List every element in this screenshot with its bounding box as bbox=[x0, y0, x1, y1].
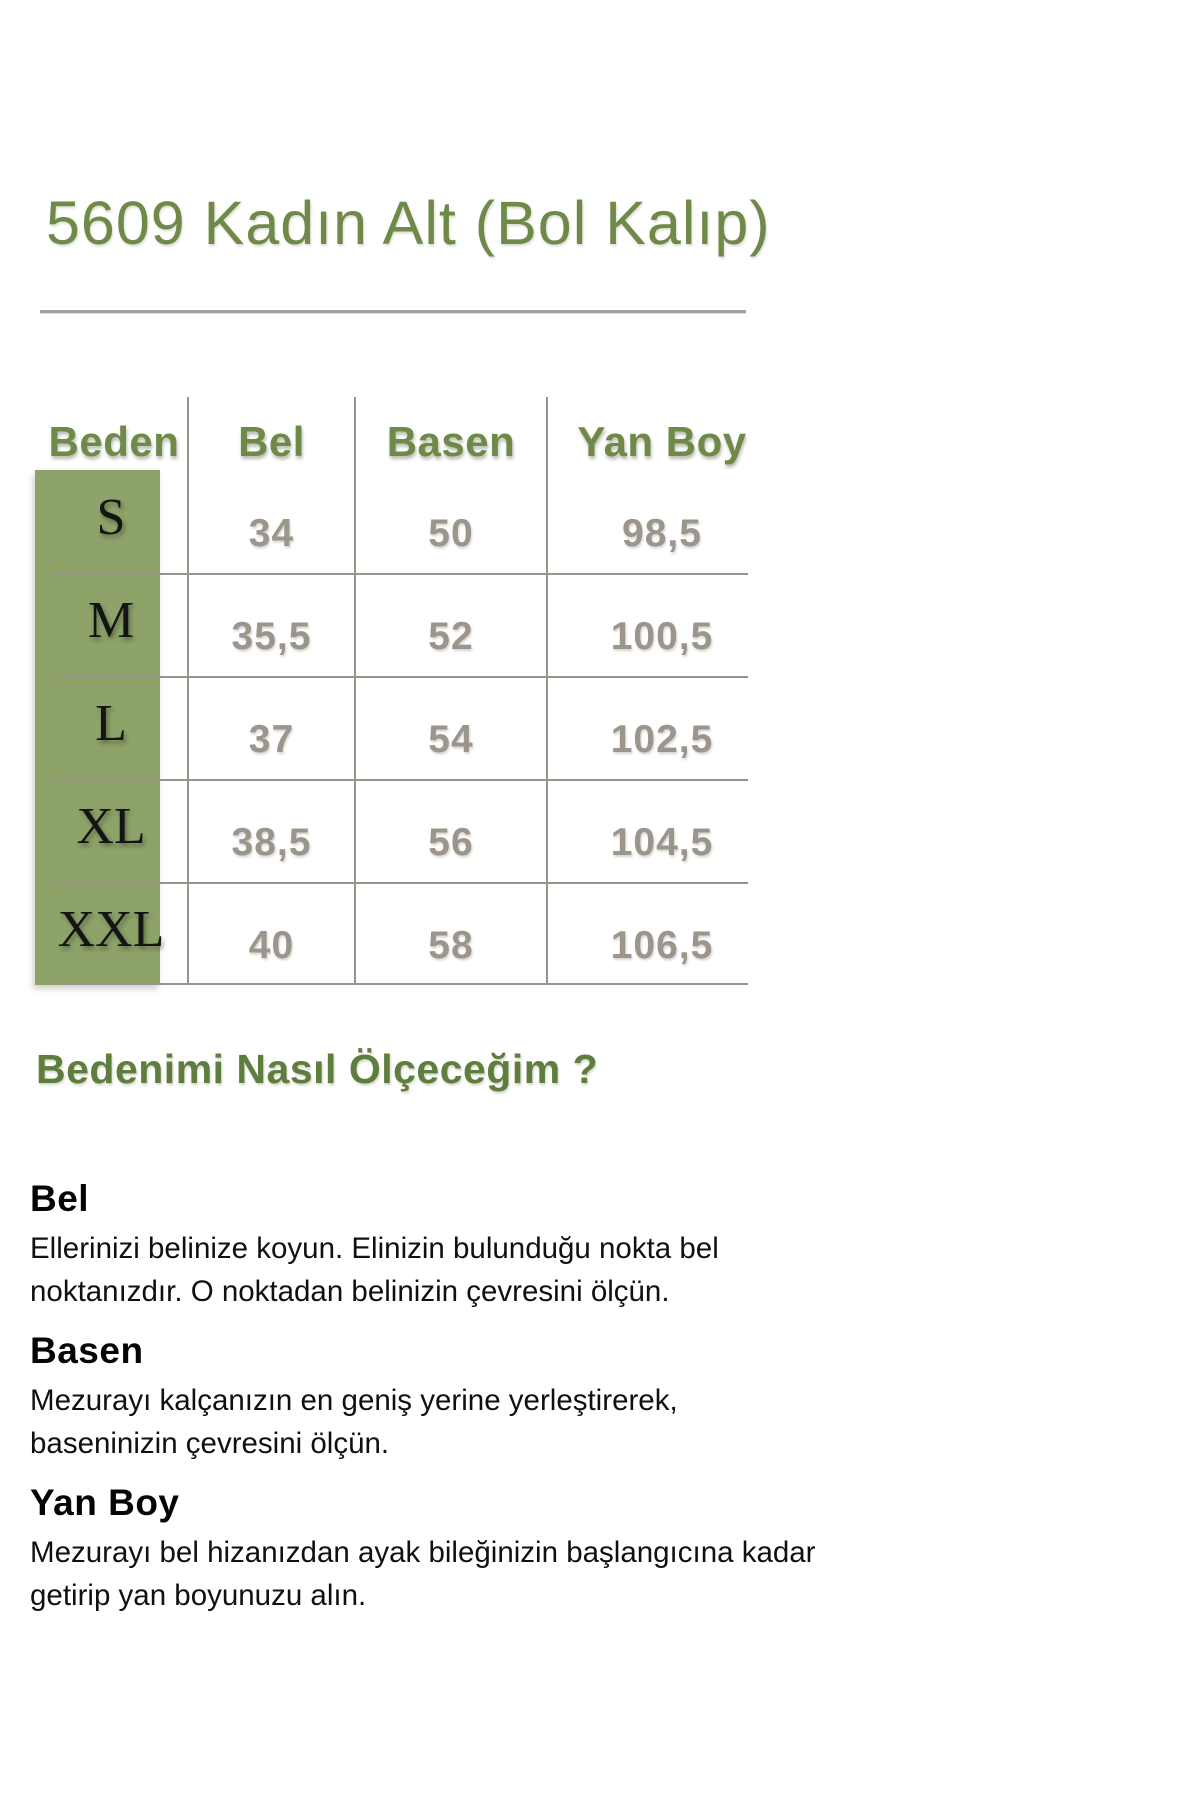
table-row-xxl bbox=[35, 882, 748, 985]
table-bottom-line bbox=[55, 983, 748, 985]
guide-section-bel bbox=[30, 1178, 820, 1313]
size-cell: L bbox=[95, 695, 127, 752]
guide-section-yan-boy bbox=[30, 1482, 820, 1617]
header-basen: Basen bbox=[354, 397, 546, 470]
measure-guide-heading: Bedenimi Nasıl Ölçeceğim ? bbox=[36, 1046, 599, 1092]
row-divider bbox=[55, 882, 748, 884]
bel-value: 38,5 bbox=[187, 779, 354, 882]
header-beden: Beden bbox=[48, 417, 180, 465]
section-title-basen: Basen bbox=[30, 1330, 144, 1372]
size-cell: XXL bbox=[57, 901, 165, 958]
size-cell: XL bbox=[76, 798, 146, 855]
header-bel: Bel bbox=[187, 397, 354, 470]
bel-value: 35,5 bbox=[187, 573, 354, 676]
yan-boy-value: 106,5 bbox=[546, 882, 748, 985]
table-row-m bbox=[35, 573, 748, 676]
bel-value: 40 bbox=[187, 882, 354, 985]
basen-value: 50 bbox=[354, 470, 546, 573]
title-underline bbox=[40, 310, 746, 314]
basen-value: 58 bbox=[354, 882, 546, 985]
section-text-basen: Mezurayı kalçanızın en geniş yerine yerleştirerek, baseninizin çevresini ölçün. bbox=[30, 1384, 678, 1461]
yan-boy-value: 100,5 bbox=[546, 573, 748, 676]
size-cell: M bbox=[87, 592, 135, 649]
table-row-l bbox=[35, 676, 748, 779]
size-cell: S bbox=[96, 489, 126, 546]
basen-value: 54 bbox=[354, 676, 546, 779]
row-divider bbox=[55, 573, 748, 575]
bel-value: 34 bbox=[187, 470, 354, 573]
section-text-yan-boy: Mezurayı bel hizanızdan ayak bileğinizin başlangıcına kadar getirip yan boyunuzu alın. bbox=[30, 1536, 816, 1613]
bel-value: 37 bbox=[187, 676, 354, 779]
table-header-row bbox=[35, 397, 748, 470]
table-row-s bbox=[35, 470, 748, 573]
section-text-bel: Ellerinizi belinize koyun. Elinizin bulunduğu nokta bel noktanızdır. O noktadan belinizin çevresini ölçün. bbox=[30, 1232, 719, 1309]
measure-guide bbox=[30, 1178, 820, 1634]
section-title-bel: Bel bbox=[30, 1178, 90, 1219]
table-row-xl bbox=[35, 779, 748, 882]
yan-boy-value: 102,5 bbox=[546, 676, 748, 779]
yan-boy-value: 98,5 bbox=[546, 470, 748, 573]
header-yan-boy: Yan Boy bbox=[546, 397, 748, 470]
guide-section-basen bbox=[30, 1330, 820, 1465]
page-title: 5609 Kadın Alt (Bol Kalıp) bbox=[46, 189, 771, 257]
section-title-yan-boy: Yan Boy bbox=[30, 1482, 180, 1524]
basen-value: 52 bbox=[354, 573, 546, 676]
size-table bbox=[35, 397, 748, 985]
basen-value: 56 bbox=[354, 779, 546, 882]
yan-boy-value: 104,5 bbox=[546, 779, 748, 882]
row-divider bbox=[55, 676, 748, 678]
row-divider bbox=[55, 779, 748, 781]
